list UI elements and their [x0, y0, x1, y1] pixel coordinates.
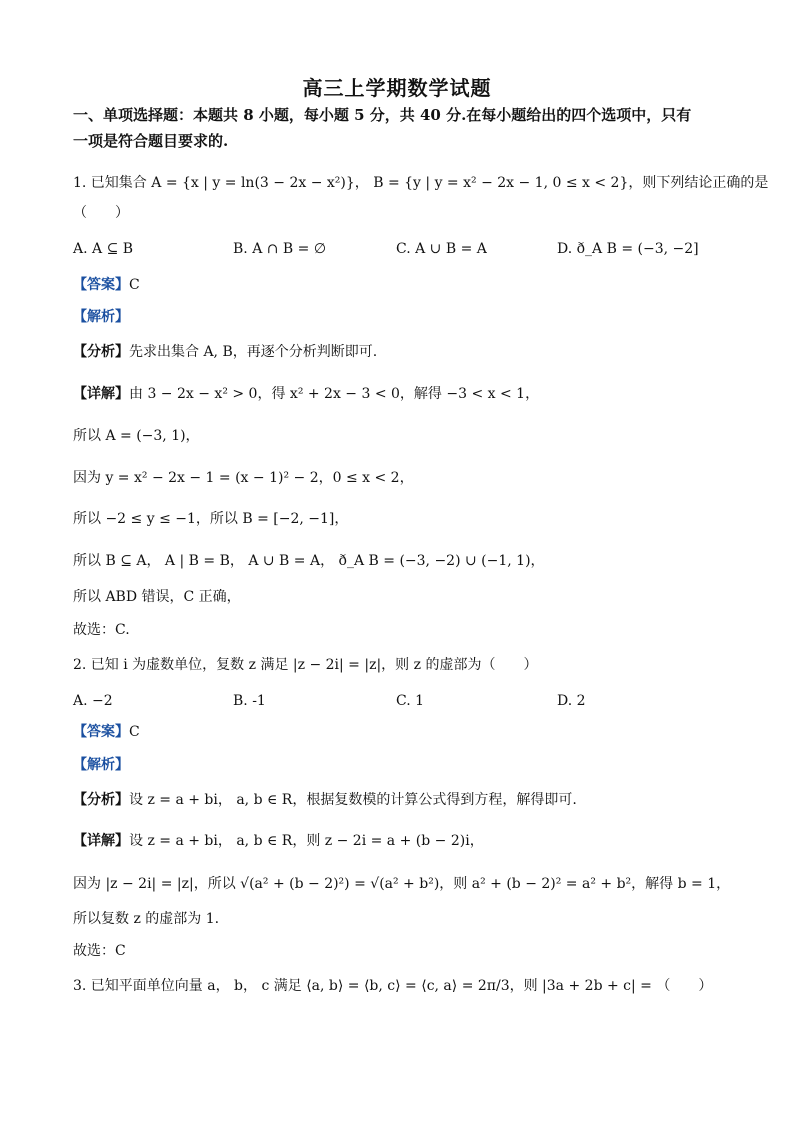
q1-analysis: [73, 308, 129, 326]
q1-option-d: D. ð_A B = (−3, −2]: [557, 241, 699, 257]
q1-option-c: C. A ∪ B = A: [396, 241, 487, 257]
detail-text: 设 z = a + bi， a, b ∈ R，则 z − 2i = a + (b − 2)i，: [129, 833, 484, 849]
q1-option-a: A. A ⊆ B: [73, 241, 134, 257]
q2-option-b: B. -1: [233, 693, 266, 709]
q3-stem: 3. 已知平面单位向量 a， b， c 满足 ⟨a, b⟩ = ⟨b, c⟩ = ⟨c, a⟩ = 2π/3，则 |3a + 2b + c| = （ ）: [73, 978, 713, 994]
q2-analysis: [73, 756, 129, 774]
q1-fenxi: [73, 343, 377, 361]
q1-paren: （ ）: [73, 205, 129, 221]
q1-line-2: 因为 y = x² − 2x − 1 = (x − 1)² − 2，0 ≤ x < 2，: [73, 470, 414, 486]
answer-value: C: [129, 277, 140, 293]
q2-stem: 2. 已知 i 为虚数单位，复数 z 满足 |z − 2i| = |z|，则 z 的虚部为（ ）: [73, 657, 538, 673]
q2-option-d: D. 2: [557, 693, 586, 709]
analysis-tag: 【解析】: [73, 757, 129, 773]
q2-line-1: 因为 |z − 2i| = |z|，所以 √(a² + (b − 2)²) = √(a² + b²)，则 a² + (b − 2)² = a² + b²，解得 b = 1，: [73, 876, 731, 892]
q1-line-6: 故选：C.: [73, 622, 130, 638]
fenxi-tag: 【分析】: [73, 792, 129, 808]
page-title: 高三上学期数学试题: [302, 76, 492, 100]
detail-text: 由 3 − 2x − x² > 0，得 x² + 2x − 3 < 0，解得 −3 < x < 1，: [129, 386, 540, 402]
q2-option-c: C. 1: [396, 693, 425, 709]
answer-tag: 【答案】: [73, 277, 129, 293]
section-heading-line2: 一项是符合题目要求的.: [73, 132, 229, 150]
q1-line-1: 所以 A = (−3, 1)，: [73, 428, 200, 444]
q1-detail: [73, 385, 539, 403]
q1-line-5: 所以 ABD 错误，C 正确，: [73, 589, 241, 605]
fenxi-tag: 【分析】: [73, 344, 129, 360]
q2-answer: [73, 723, 140, 741]
fenxi-text: 先求出集合 A, B，再逐个分析判断即可.: [129, 344, 378, 360]
answer-value: C: [129, 724, 140, 740]
q2-detail: [73, 832, 484, 850]
q2-fenxi: [73, 791, 577, 809]
q1-answer: [73, 276, 140, 294]
q2-line-3: 故选：C: [73, 943, 126, 959]
section-heading-line1: 一、单项选择题：本题共 8 小题，每小题 5 分，共 40 分.在每小题给出的四个选项中，只有: [73, 106, 692, 124]
q1-stem: 1. 已知集合 A = {x | y = ln(3 − 2x − x²)}， B = {y | y = x² − 2x − 1, 0 ≤ x < 2}，则下列结论正确的是: [73, 175, 769, 191]
q1-option-b: B. A ∩ B = ∅: [233, 241, 327, 257]
analysis-tag: 【解析】: [73, 309, 129, 325]
q1-line-3: 所以 −2 ≤ y ≤ −1，所以 B = [−2, −1]，: [73, 511, 349, 527]
q1-line-4: 所以 B ⊆ A， A | B = B， A ∪ B = A， ð_A B = (−3, −2) ∪ (−1, 1)，: [73, 553, 545, 569]
detail-tag: 【详解】: [73, 833, 129, 849]
answer-tag: 【答案】: [73, 724, 129, 740]
fenxi-text: 设 z = a + bi， a, b ∈ R，根据复数模的计算公式得到方程，解得即可.: [129, 792, 577, 808]
detail-tag: 【详解】: [73, 386, 129, 402]
q2-line-2: 所以复数 z 的虚部为 1.: [73, 911, 220, 927]
q2-option-a: A. −2: [73, 693, 113, 709]
